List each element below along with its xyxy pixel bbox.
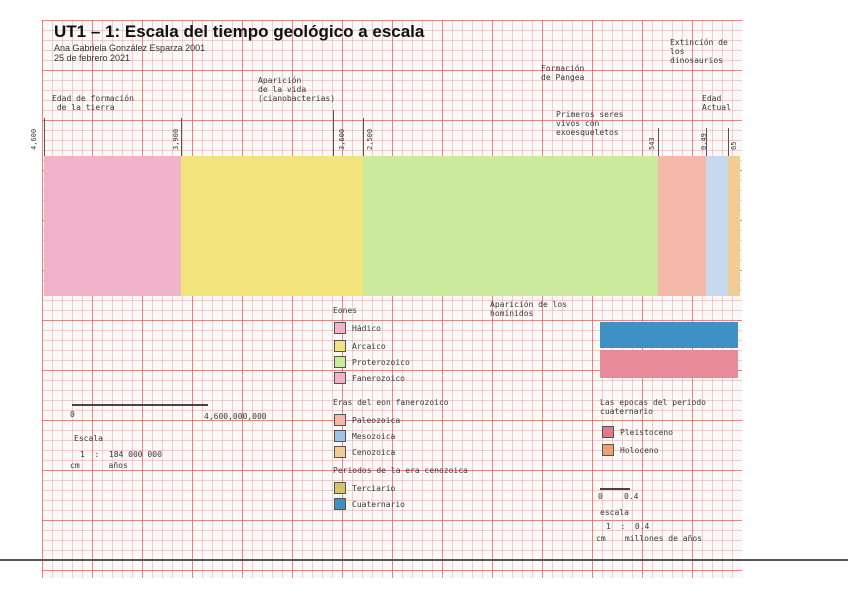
legend-swatch xyxy=(334,498,346,510)
annotation-now: Edad Actual xyxy=(702,94,731,112)
page-bottom-rule xyxy=(0,559,848,561)
annotation-life: Aparición de la vida (cianobacterias) xyxy=(258,76,336,103)
legend-swatch xyxy=(334,322,346,334)
scale-max-label: 4,600,000,000 xyxy=(204,412,267,421)
band-proterozoico xyxy=(363,156,658,296)
tick-label-3600: 3,600 xyxy=(338,128,346,150)
legend-epocas-title: Las epocas del periodo cuaternario xyxy=(600,398,706,416)
legend-eras-title: Eras del eon fanerozoico xyxy=(333,398,449,407)
tick-line xyxy=(181,118,182,156)
legend-item-label: Proterozoico xyxy=(352,358,410,367)
tick-line xyxy=(333,110,334,156)
legend-item-label: Cenozoica xyxy=(352,448,396,457)
band-hadico xyxy=(44,156,181,296)
legend-swatch xyxy=(334,372,346,384)
zoom-scale-ratio: 1 : 0.4 xyxy=(606,522,650,531)
tick-line xyxy=(363,118,364,156)
legend-item-label: Cuaternario xyxy=(352,500,405,509)
band-cenozoica xyxy=(728,156,740,296)
legend-item-label: Pleistoceno xyxy=(620,428,673,437)
legend-swatch xyxy=(334,482,346,494)
band-mesozoica xyxy=(706,156,728,296)
legend-swatch xyxy=(334,356,346,368)
legend-swatch xyxy=(602,426,614,438)
legend-eones-title: Eones xyxy=(333,306,358,315)
legend-swatch xyxy=(334,430,346,442)
scale-units: cm años xyxy=(70,461,128,470)
document-date: 25 de febrero 2021 xyxy=(54,53,131,63)
scale-zero-label: 0 xyxy=(70,410,75,419)
legend-item-label: Hádico xyxy=(352,324,381,333)
legend-swatch xyxy=(602,444,614,456)
annotation-hominids: Aparición de los homínidos xyxy=(490,300,568,318)
legend-item-label: Terciario xyxy=(352,484,396,493)
legend-item-label: Fanerozoico xyxy=(352,374,405,383)
annotation-exoskeleton: Primeros seres vivos con exoesqueletos xyxy=(556,110,624,137)
zoom-band-cuaternario xyxy=(600,322,738,348)
zoom-band-pleistoceno xyxy=(600,350,738,378)
author-name: Ana Gabriela González Esparza 2001 xyxy=(54,43,206,53)
zoom-scale-bar xyxy=(600,488,630,490)
tick-label-3900: 3,900 xyxy=(172,128,180,150)
scale-title: Escala xyxy=(74,434,103,443)
zoom-scale-title: escala xyxy=(600,508,629,517)
tick-line xyxy=(728,128,729,156)
page-title: UT1 – 1: Escala del tiempo geológico a escala xyxy=(54,22,425,41)
annotation-pangea: Formación de Pangea xyxy=(541,64,585,82)
legend-swatch xyxy=(334,446,346,458)
zoom-scale-zero: 0 xyxy=(598,492,603,501)
band-arcaico xyxy=(181,156,363,296)
tick-label-049: 0.49 xyxy=(700,133,708,150)
zoom-scale-units: cm millones de años xyxy=(596,534,702,543)
legend-item-label: Arcaico xyxy=(352,342,386,351)
zoom-scale-max: 0.4 xyxy=(624,492,639,501)
scale-ratio: 1 : 184 000 000 xyxy=(80,450,162,459)
legend-swatch xyxy=(334,414,346,426)
tick-label-2500: 2,500 xyxy=(366,128,374,150)
legend-swatch xyxy=(334,340,346,352)
annotation-earth-formation: Edad de formación de la tierra xyxy=(52,94,134,112)
tick-label-65: 65 xyxy=(730,141,738,150)
legend-item-label: Holoceno xyxy=(620,446,659,455)
annotation-dinosaurs: Extinción de los dinosaurios xyxy=(670,38,728,65)
legend-periodos-title: Periodos de la era cenozoica xyxy=(333,466,468,475)
band-paleozoica xyxy=(658,156,706,296)
scale-bar xyxy=(72,404,208,406)
legend-item-label: Mesozoica xyxy=(352,432,396,441)
tick-line xyxy=(658,128,659,156)
tick-label-543: 543 xyxy=(648,137,656,150)
tick-line xyxy=(44,118,45,156)
tick-label-4600: 4,600 xyxy=(30,128,38,150)
legend-item-label: Paleozoica xyxy=(352,416,401,425)
